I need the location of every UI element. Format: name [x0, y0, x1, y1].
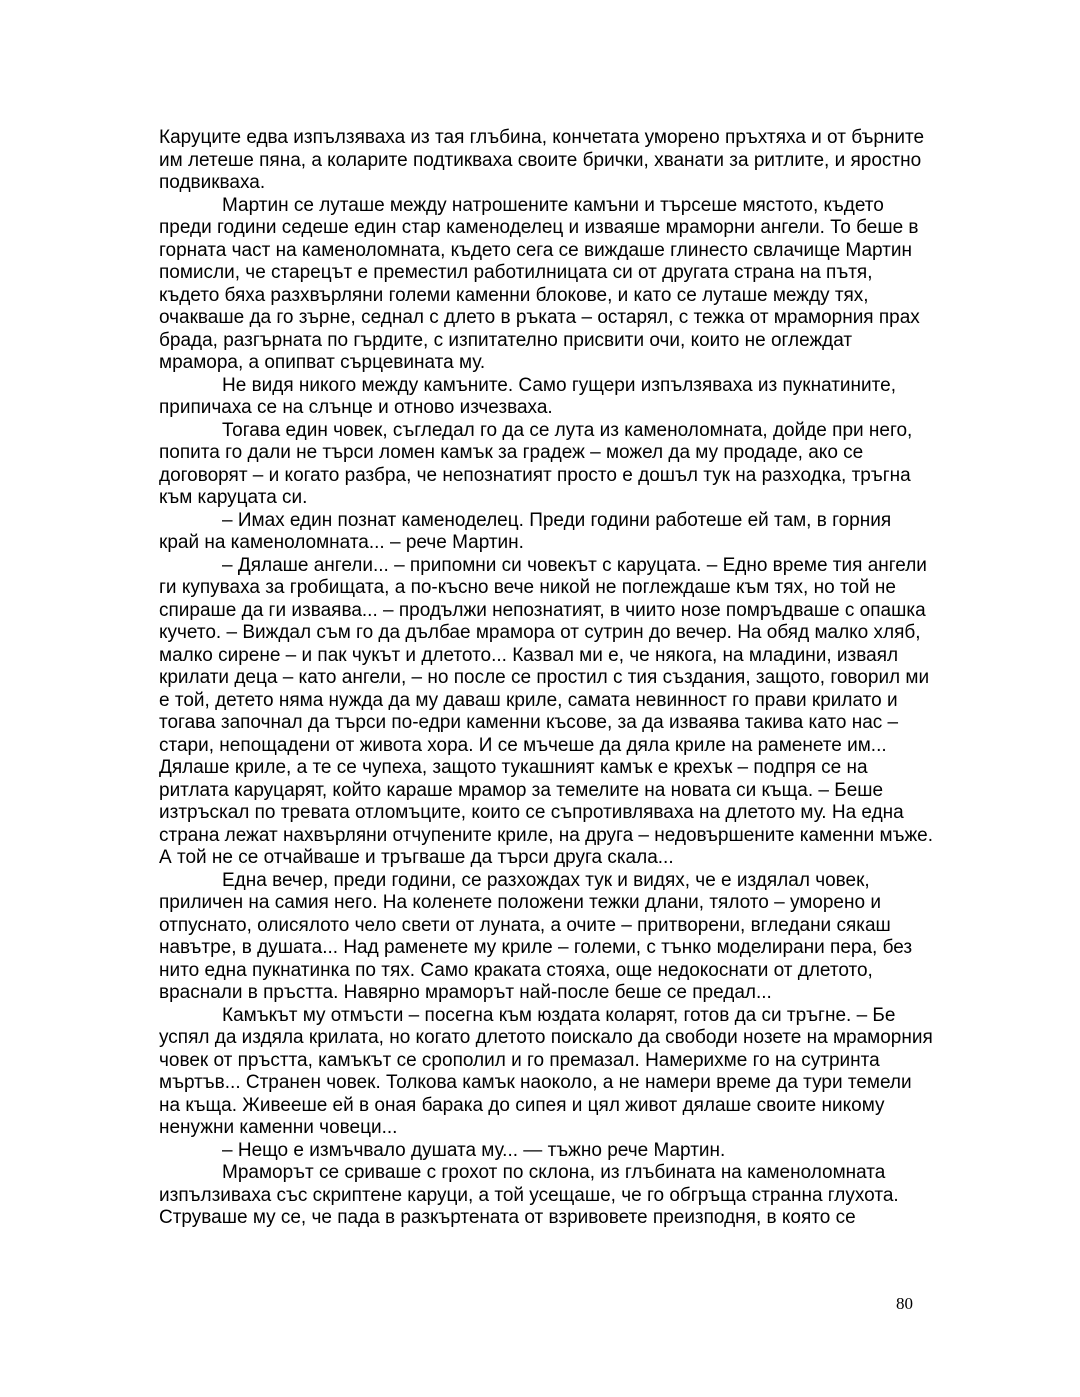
paragraph: Мартин се луташе между натрошените камъни и търсеше мястото, където преди години седеше един стар каменоделец и изваяше мраморни ангели. То беше в горната част на каменоломната, където сега се виждаше глинесто свлачище Мартин помисли, че старецът е преместил работилницата си от другата страна на пътя, където бяха разхвърляни големи каменни блокове, и като се луташе между тях, очакваше да го зърне, седнал с длето в ръката – остарял, с тежка от мраморния прах брада, разгърната по гърдите, с изпитателно присвити очи, които не оглеждат мрамора, а опипват сърцевината му.: [159, 194, 920, 373]
paragraph: – Имах един познат каменоделец. Преди години работеше ей там, в горния край на каменоломната... – рече Мартин.: [159, 509, 892, 553]
paragraph: Тогава един човек, съгледал го да се лута из каменоломната, дойде при него, попита го дали не търси ломен камък за градеж – можел да му продаде, ако се договорят – и когато разбра, че непознатият просто е дошъл тук на разходка, тръгна към каруцата си.: [159, 419, 913, 508]
paragraph: Една вечер, преди години, се разхождах тук и видях, че е издялал човек, приличен на самия него. На коленете положени тежки длани, тялото – уморено и отпуснато, олисялото чело свети от луната, а очите – притворени, вгледани сякаш навътре, в душата... Над раменете му криле – големи, с тънко моделирани пера, без нито една пукнатинка по тях. Само краката стояха, още недокоснати от длетото, враснали в пръстта. Навярно мраморът най-после беше се предал...: [159, 869, 913, 1003]
paragraph: – Дялаше ангели... – припомни си човекът с каруцата. – Едно време тия ангели ги купуваха за гробищата, а по-късно вече никой не поглеждаше към тях, но той не спираше да ги изваява... – продължи непознатият, в чиито нозе помръдваше с опашка кучето. – Виждал съм го да дълбае мрамора от сутрин до вечер. На обяд малко хляб, малко сирене – и пак чукът и длетото... Казвал ми е, че някога, на младини, изваял крилати деца – като ангели, – но после се простил с тия създания, защото, говорил ми е той, детето няма нужда да му даваш криле, самата невинност го прави крилато и тогава започнал да търси по-едри каменни късове, за да изваява такива като нас – стари, непощадени от живота хора. И се мъчеше да дяла криле на раменете им... Дялаше криле, а те се чупеха, защото тукашният камък е крехък – подпря се на ритлата каруцарят, който караше мрамор за темелите на новата си къща. – Беше изтръскал по тревата отломъците, които се съпротивляваха на длетото му. На една страна лежат нахвърляни отчупените криле, на друга – недовършените каменни мъже. А той не се отчайваше и тръгваше да търси друга скала...: [159, 554, 934, 868]
paragraph: Мраморът се сриваше с грохот по склона, из глъбината на каменоломната изпълзиваха със скриптене каруци, а той усещаше, че го обгръща странна глухота. Струваше му се, че пада в разкъртената от взривовете преизподня, в която се: [159, 1162, 899, 1228]
page-number: 80: [896, 1294, 913, 1313]
paragraph: Не видя никого между камъните. Само гущери изпълзяваха из пукнатините, припичаха се на слънце и отново изчезваха.: [159, 374, 896, 418]
paragraph: Камъкът му отмъсти – посегна към юздата коларят, готов да си тръгне. – Бе успял да издяла крилата, но когато длетото поискало да свободи нозете на мраморния човек от пръстта, камъкът се срополил и го премазал. Намерихме го на сутринта мъртъв... Странен човек. Толкова камък наоколо, а не намери време да тури темели на къща. Живееше ей в оная барака до сипея и цял живот дялаше своите никому ненужни каменни човеци...: [159, 1004, 933, 1138]
paragraph: Каруците едва изпълзяваха из тая глъбина, кончетата уморено пръхтяха и от бърните им летеше пяна, а коларите подтикваха своите брички, хванати за ритлите, и яростно подвикваха.: [159, 127, 925, 193]
paragraph: – Нещо е измъчвало душата му... — тъжно рече Мартин.: [222, 1139, 726, 1161]
body-text: [159, 127, 934, 1230]
